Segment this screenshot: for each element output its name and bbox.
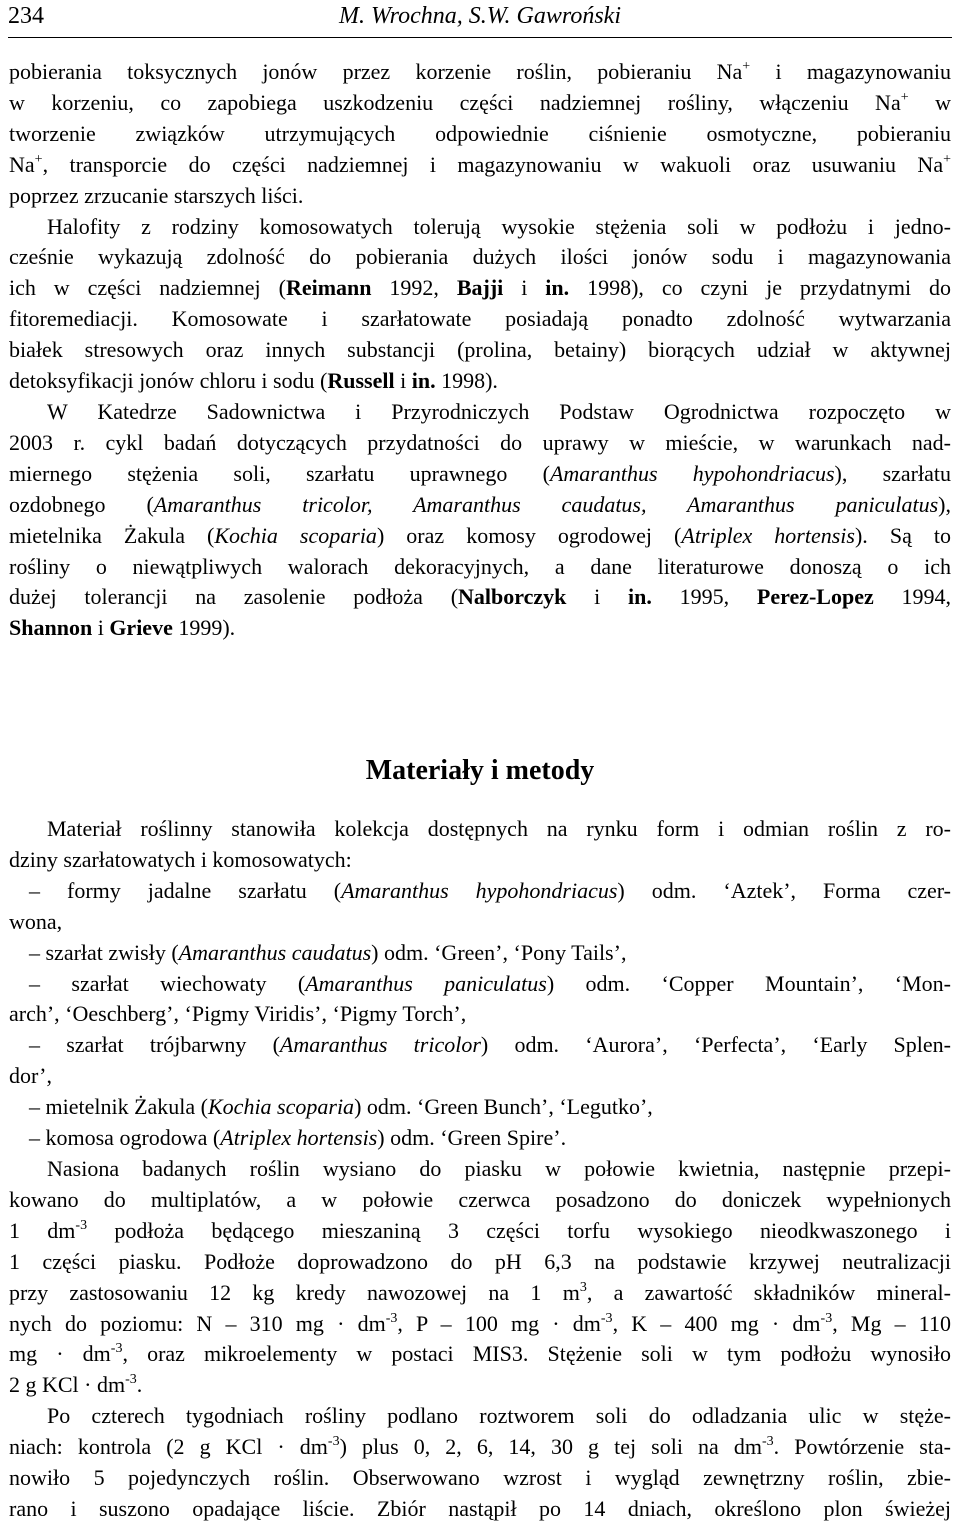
- text-line: przy zastosowaniu 12 kg kredy nawozowej na 1 $m^3$, a zawartość składników mineral-: [9, 1279, 951, 1305]
- text-line: detoksyfikacji jonów chloru i sodu (Russell i in. 1998).: [9, 368, 498, 394]
- text-line: pobierania toksycznych jonów przez korzenie roślin, pobieraniu Na+ i magazynowaniu: [9, 59, 951, 84]
- text-line: mg · $dm^{-3}$, oraz mikroelementy w postaci MIS3. Stężenie soli w tym podłożu wynosiło: [9, 1341, 951, 1367]
- text-line: mietelnika Żakula (Kochia scoparia) oraz komosy ogrodowej (Atriplex hortensis). Są to: [9, 522, 951, 548]
- text-line: miernego stężenia soli, szarłatu uprawnego (Amaranthus hypohondriacus), szarłatu: [9, 460, 951, 486]
- text-line: Shannon i Grieve 1999).: [9, 615, 236, 641]
- text-line: rośliny o niewątpliwych walorach dekoracyjnych, a dane literaturowe donoszą o ich: [9, 553, 951, 579]
- citation-author: Russell: [327, 368, 395, 394]
- text-line: nych do poziomu: N – 310 mg · $dm^{-3}$, P – 100 mg · $dm^{-3}$, K – 400 mg · $dm^{-3}$, Mg – 110: [9, 1310, 951, 1336]
- text-line: nowiło 5 pojedynczych roślin. Obserwowano wzrost i wygląd zewnętrzny roślin, zbie-: [9, 1465, 951, 1491]
- text-line: niach: kontrola (2 g KCl · $dm^{-3}$) plus 0, 2, 6, 14, 30 g tej soli na $dm^{-3}$. Powtórzenie sta-: [9, 1434, 952, 1460]
- text-line: Na+, transporcie do części nadziemnej i magazynowaniu w wakuoli oraz usuwaniu Na+: [9, 151, 951, 177]
- citation-author: Nalborczyk: [458, 584, 567, 610]
- species-name: Amaranthus paniculatus: [305, 970, 547, 996]
- text-line: ozdobnego (Amaranthus tricolor, Amaranthus caudatus, Amaranthus paniculatus),: [9, 491, 951, 517]
- list-item: – szarłat trójbarwny (Amaranthus tricolor) odm. ‘Aurora’, ‘Perfecta’, ‘Early Splen-: [29, 1032, 951, 1058]
- text-line: fitoremediacji. Komosowate i szarłatowate posiadają ponadto zdolność wytwarzania: [9, 306, 951, 332]
- text-line: Nasiona badanych roślin wysiano do piasku w połowie kwietnia, następnie przepi-: [47, 1155, 951, 1181]
- text-line: rano i suszono opadające liście. Zbiór nastąpił po 14 dniach, określono plon świeżej: [9, 1495, 951, 1521]
- text-line: 2003 r. cykl badań dotyczących przydatności do uprawy w mieście, w warunkach nad-: [9, 429, 951, 455]
- list-item: – formy jadalne szarłatu (Amaranthus hypohondriacus) odm. ‘Aztek’, Forma czer-: [29, 877, 952, 903]
- paragraph-salt-treatment: [9, 1401, 951, 1525]
- citation-author: Bajji: [456, 275, 504, 301]
- text-line: białek stresowych oraz innych substancji (prolina, betainy) biorących udział w aktywnej: [9, 337, 951, 363]
- plant-list: [9, 876, 951, 1154]
- running-title: M. Wrochna, S.W. Gawroński: [339, 3, 621, 29]
- list-item: – szarłat zwisły (Amaranthus caudatus) odm. ‘Green’, ‘Pony Tails’,: [29, 939, 627, 965]
- section-title: Materiały i metody: [365, 755, 595, 787]
- species-name: Amaranthus tricolor: [279, 1032, 481, 1058]
- citation-author: Reimann: [285, 275, 372, 301]
- text-line: W Katedrze Sadownictwa i Przyrodniczych Podstaw Ogrodnictwa rozpoczęto w: [47, 398, 951, 424]
- species-name: Amaranthus hypohondriacus: [549, 460, 835, 486]
- text-line: Materiał roślinny stanowiła kolekcja dostępnych na rynku form i odmian roślin z ro-: [47, 816, 951, 841]
- paragraph-material: [9, 814, 951, 876]
- species-name: Amaranthus caudatus: [178, 939, 372, 965]
- text-line: cześnie wykazują zdolność do pobierania dużych ilości jonów sodu i magazynowania: [9, 244, 951, 270]
- species-name: Atriplex hortensis: [220, 1125, 378, 1151]
- list-item-continued: dor’,: [9, 1063, 52, 1089]
- body-text-upper: [9, 57, 951, 644]
- list-item-continued: arch’, ‘Oeschberg’, ‘Pigmy Viridis’, ‘Pigmy Torch’,: [9, 1001, 467, 1027]
- list-item-continued: wona,: [9, 908, 63, 934]
- page-number: 234: [8, 3, 44, 29]
- body-text-lower: [9, 814, 951, 1525]
- text-line: poprzez zrzucanie starszych liści.: [9, 182, 304, 208]
- species-name: Amaranthus tricolor, Amaranthus caudatus, Amaranthus paniculatus: [153, 491, 939, 517]
- list-item: – szarłat wiechowaty (Amaranthus paniculatus) odm. ‘Copper Mountain’, ‘Mon-: [29, 970, 952, 996]
- citation-author: Grieve: [109, 615, 173, 641]
- species-name: Amaranthus hypohondriacus: [341, 877, 618, 903]
- page-header: [8, 0, 952, 38]
- text-line: 1 części piasku. Podłoże doprowadzono do pH 6,3 na podstawie krzywej neutralizacji: [9, 1248, 951, 1274]
- paragraph-seeds: [9, 1154, 951, 1401]
- text-line: 2 g KCl · $dm^{-3}$.: [9, 1372, 143, 1398]
- text-line: Halofity z rodziny komosowatych tolerują wysokie stężenia soli w podłożu i jedno-: [47, 213, 951, 239]
- text-line: Po czterech tygodniach rośliny podlano roztworem soli do odladzania ulic w stęże-: [47, 1403, 951, 1429]
- text-line: kowano do multiplatów, a w połowie czerwca posadzono do doniczek wypełnionych: [9, 1186, 951, 1212]
- paragraph-intro-continued: [9, 57, 951, 212]
- paragraph-halophytes: [9, 212, 951, 397]
- species-name: Kochia scoparia: [208, 1094, 355, 1120]
- citation-author: Shannon: [9, 615, 93, 641]
- text-line: 1 $dm^{-3}$ podłoża będącego mieszaniną 3 części torfu wysokiego nieodkwaszonego i: [9, 1217, 951, 1243]
- list-item: – komosa ogrodowa (Atriplex hortensis) odm. ‘Green Spire’.: [29, 1125, 567, 1151]
- text-line: ich w części nadziemnej (Reimann 1992, Bajji i in. 1998), co czyni je przydatnymi do: [9, 275, 952, 301]
- text-line: w korzeniu, co zapobiega uszkodzeniu części nadziemnej rośliny, włączeniu Na+ w: [9, 89, 951, 115]
- text-line: tworzenie związków utrzymujących odpowiednie ciśnienie osmotyczne, pobieraniu: [9, 120, 951, 146]
- species-name: Atriplex hortensis: [681, 522, 855, 548]
- paragraph-department: [9, 397, 951, 644]
- text-line: dziny szarłatowatych i komosowatych:: [9, 846, 352, 872]
- list-item: – mietelnik Żakula (Kochia scoparia) odm. ‘Green Bunch’, ‘Legutko’,: [29, 1094, 653, 1120]
- species-name: Kochia scoparia: [214, 522, 377, 548]
- text-line: dużej tolerancji na zasolenie podłoża (Nalborczyk i in. 1995, Perez-Lopez 1994,: [9, 584, 951, 610]
- citation-author: Perez-Lopez: [756, 584, 874, 610]
